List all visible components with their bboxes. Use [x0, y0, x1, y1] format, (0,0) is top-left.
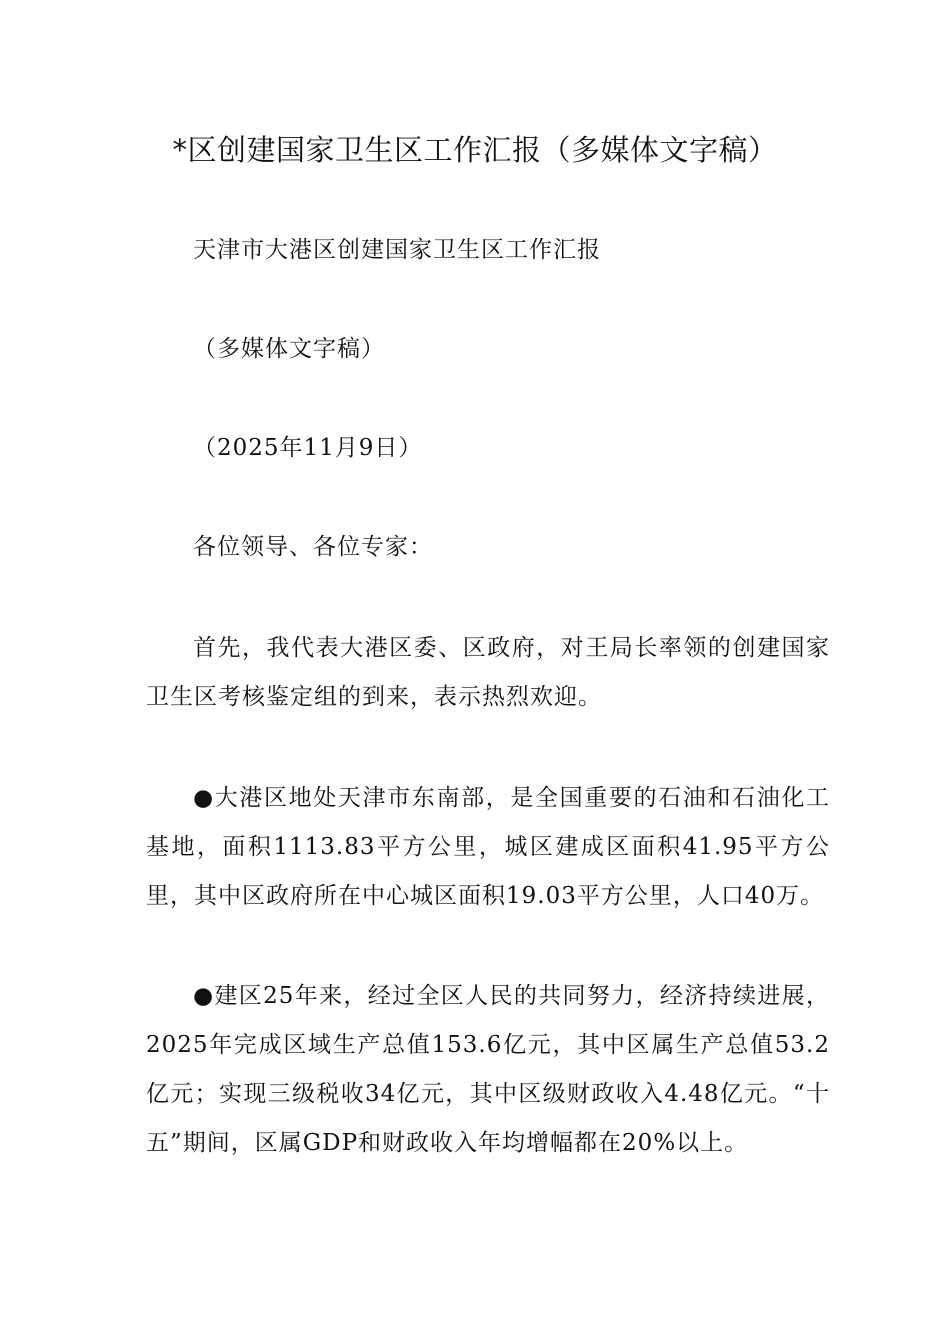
- paragraph-economy: ●建区25年来，经过全区人民的共同努力，经济持续进展，2025年完成区域生产总值153.6亿元，其中区属生产总值53.2亿元；实现三级税收34亿元，其中区级财政收入4.48亿元。“十五”期间，区属GDP和财政收入年均增幅都在20%以上。: [146, 983, 830, 1156]
- document-title: *区创建国家卫生区工作汇报（多媒体文字稿）: [172, 133, 778, 167]
- report-date: （2025年11月9日）: [193, 435, 423, 461]
- paragraph-welcome: 首先，我代表大港区委、区政府，对王局长率领的创建国家卫生区考核鉴定组的到来，表示热烈欢迎。: [146, 635, 830, 710]
- paragraph-overview: ●大港区地处天津市东南部，是全国重要的石油和石油化工基地，面积1113.83平方公里，城区建成区面积41.95平方公里，其中区政府所在中心城区面积19.03平方公里，人口40万。: [146, 785, 830, 909]
- report-heading: 天津市大港区创建国家卫生区工作汇报: [193, 237, 601, 263]
- salutation: 各位领导、各位专家：: [193, 534, 433, 560]
- report-subtitle: （多媒体文字稿）: [193, 336, 385, 362]
